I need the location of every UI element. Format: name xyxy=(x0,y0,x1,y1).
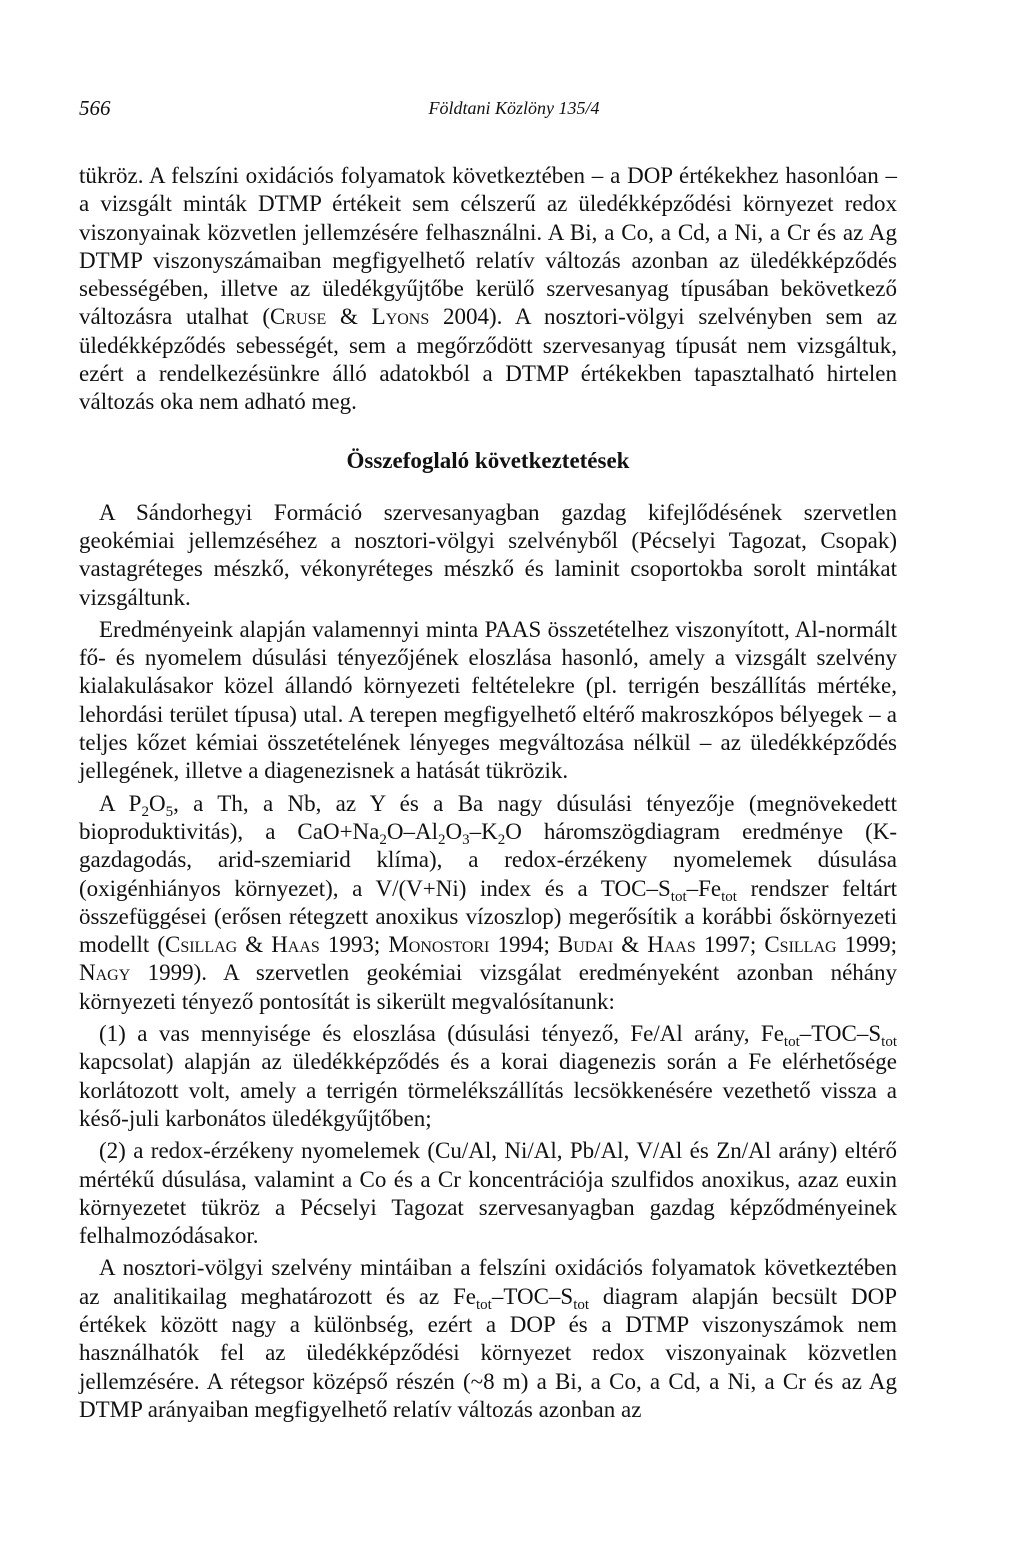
text-run: 1994; xyxy=(489,932,558,958)
journal-title: Földtani Közlöny 135/4 xyxy=(428,98,600,118)
text-run: 1993; xyxy=(319,932,389,958)
subscript: tot xyxy=(783,1034,800,1051)
citation: Budai & Haas xyxy=(557,932,696,958)
text-run: rendszer feltárt összefüggései (erősen rétegzett anoxikus vízoszlop) megerősítik a korábbi őskörnyezeti modellt ( xyxy=(79,875,897,958)
text-run: O xyxy=(445,818,463,844)
section-heading: Összefoglaló következtetések xyxy=(346,447,630,473)
text-run: O xyxy=(148,790,166,816)
text-run: A nosztori-völgyi szelvény mintáiban a felszíni oxidációs folyamatok következtében az analitikailag meghatározott és az Fe xyxy=(79,1255,897,1309)
subscript: 3 xyxy=(462,831,470,848)
text-run: –TOC–S xyxy=(491,1283,574,1309)
subscript: tot xyxy=(573,1296,590,1313)
subscript: tot xyxy=(670,888,687,905)
subscript: tot xyxy=(881,1034,897,1051)
text-run: 1999). A szervetlen geokémiai vizsgálat eredményeként azonban néhány környezeti tényező pontosítát is sikerült megvalósítanunk: xyxy=(79,960,897,1014)
page-header xyxy=(79,96,949,126)
citation: Csillag xyxy=(764,932,837,958)
text-run: (1) a vas mennyisége és eloszlása (dúsulási tényező, Fe/Al arány, Fe xyxy=(99,1021,784,1047)
subscript: 5 xyxy=(165,803,174,820)
text-run: kapcsolat) alapján az üledékképződés és a korai diagenezis során a Fe elérhetősége korlátozott volt, amely a terrigén törmelékszállítás lecsökkenésére vezethető vissza a késő-juli karbonátos üledékgyűjtőben; xyxy=(79,1049,897,1131)
paragraph: Eredményeink alapján valamennyi minta PAAS összetételhez viszonyított, Al-normált fő- és nyomelem dúsulási tényezőjének eloszlása hasonló, amely a vizsgált szelvény kialakulásakor közel állandó környezeti feltételekre (pl. terrigén beszállítás mértéke, lehordási terület típusa) utal. A terepen megfigyelhető eltérő makroszkópos bélyegek – a teljes kőzet kémiai összetételének lényeges megváltozása nélkül – az üledékképződés jellegének, illetve a diagenezisnek a hatását tükrözik. xyxy=(79,616,897,784)
subscript: 2 xyxy=(379,831,387,848)
text-run: 1999; xyxy=(836,932,898,958)
paragraph: A Sándorhegyi Formáció szervesanyagban gazdag kifejlődésének szervetlen geokémiai jellemzéséhez a nosztori-völgyi szelvényből (Pécselyi Tagozat, Csopak) vastagréteges mészkő, vékonyréteges mészkő és laminit csoportokba sorolt mintákat vizsgáltunk. xyxy=(79,499,897,610)
subscript: tot xyxy=(475,1296,492,1313)
subscript: 2 xyxy=(141,803,149,820)
citation: Cruse & Lyons xyxy=(270,304,430,330)
text-run: –TOC–S xyxy=(799,1021,882,1047)
citation: Csillag & Haas xyxy=(164,932,320,958)
text-run: –K xyxy=(469,818,498,844)
paragraph xyxy=(79,1020,897,1133)
text-run: , a Th, a Nb, az Y és a Ba nagy dúsulási tényezője (megnövekedett bioproduktivitás), a CaO+Na xyxy=(79,790,897,844)
text-run: diagram alapján becsült DOP értékek között nagy a különbség, ezért a DOP és a DTMP viszonyszámok nem használhatók fel az üledékképződési környezet redox viszonyainak közvetlen jellemzésére. A rétegsor középső részén (~8 m) a Bi, a Co, a Cd, a Ni, a Cr és az Ag DTMP arányaiban megfigyelhető relatív változás azonban az xyxy=(79,1283,897,1422)
paragraph: (2) a redox-érzékeny nyomelemek (Cu/Al, Ni/Al, Pb/Al, V/Al és Zn/Al arány) eltérő mértékű dúsulása, valamint a Co és a Cr koncentrációja szulfidos anoxikus, azaz euxin környezetet tükröz a Pécselyi Tagozat szervesanyagban gazdag képződményeinek felhalmozódásakor. xyxy=(79,1138,897,1249)
text-run: –Fe xyxy=(686,875,722,901)
paragraph-continuation xyxy=(79,162,897,417)
citation: Monostori xyxy=(388,932,490,958)
article-body xyxy=(79,162,897,1424)
subscript: 2 xyxy=(438,831,446,848)
paragraph xyxy=(79,790,897,1016)
citation: Nagy xyxy=(79,960,131,986)
text-run: tükröz. A felszíni oxidációs folyamatok következtében – a DOP értékekhez hasonlóan – a vizsgált minták DTMP értékeit sem célszerű az üledékképződési környezet redox viszonyainak közvetlen jellemzésére felhasználni. A Bi, a Co, a Cd, a Ni, a Cr és az Ag DTMP viszonyszámaiban megfigyelhető relatív változás azonban az üledékképződés sebességében, illetve az üledékgyűjtőbe kerülő szervesanyag típusában bekövetkező változásra utalhat ( xyxy=(79,163,897,330)
subscript: 2 xyxy=(497,831,506,848)
paragraph xyxy=(79,1254,897,1424)
text-run: 2004). A nosztori-völgyi szelvényben sem az üledékképződés sebességét, sem a megőrződött szervesanyag típusát nem vizsgáltuk, ezért a rendelkezésünkre álló adatokból a DTMP értékekben tapasztalható hirtelen változás oka nem adható meg. xyxy=(79,304,897,415)
text-run: 1997; xyxy=(695,932,765,958)
text-run: A P xyxy=(99,790,142,816)
subscript: tot xyxy=(721,888,737,905)
page-number: 566 xyxy=(79,96,111,120)
text-run: O–Al xyxy=(386,818,438,844)
text-run: O háromszögdiagram eredménye (K-gazdagodás, arid-szemiarid klíma), a redox-érzékeny nyomelemek dúsulása (oxigénhiányos környezet), a V/(V+Ni) index és a TOC–S xyxy=(79,818,897,901)
